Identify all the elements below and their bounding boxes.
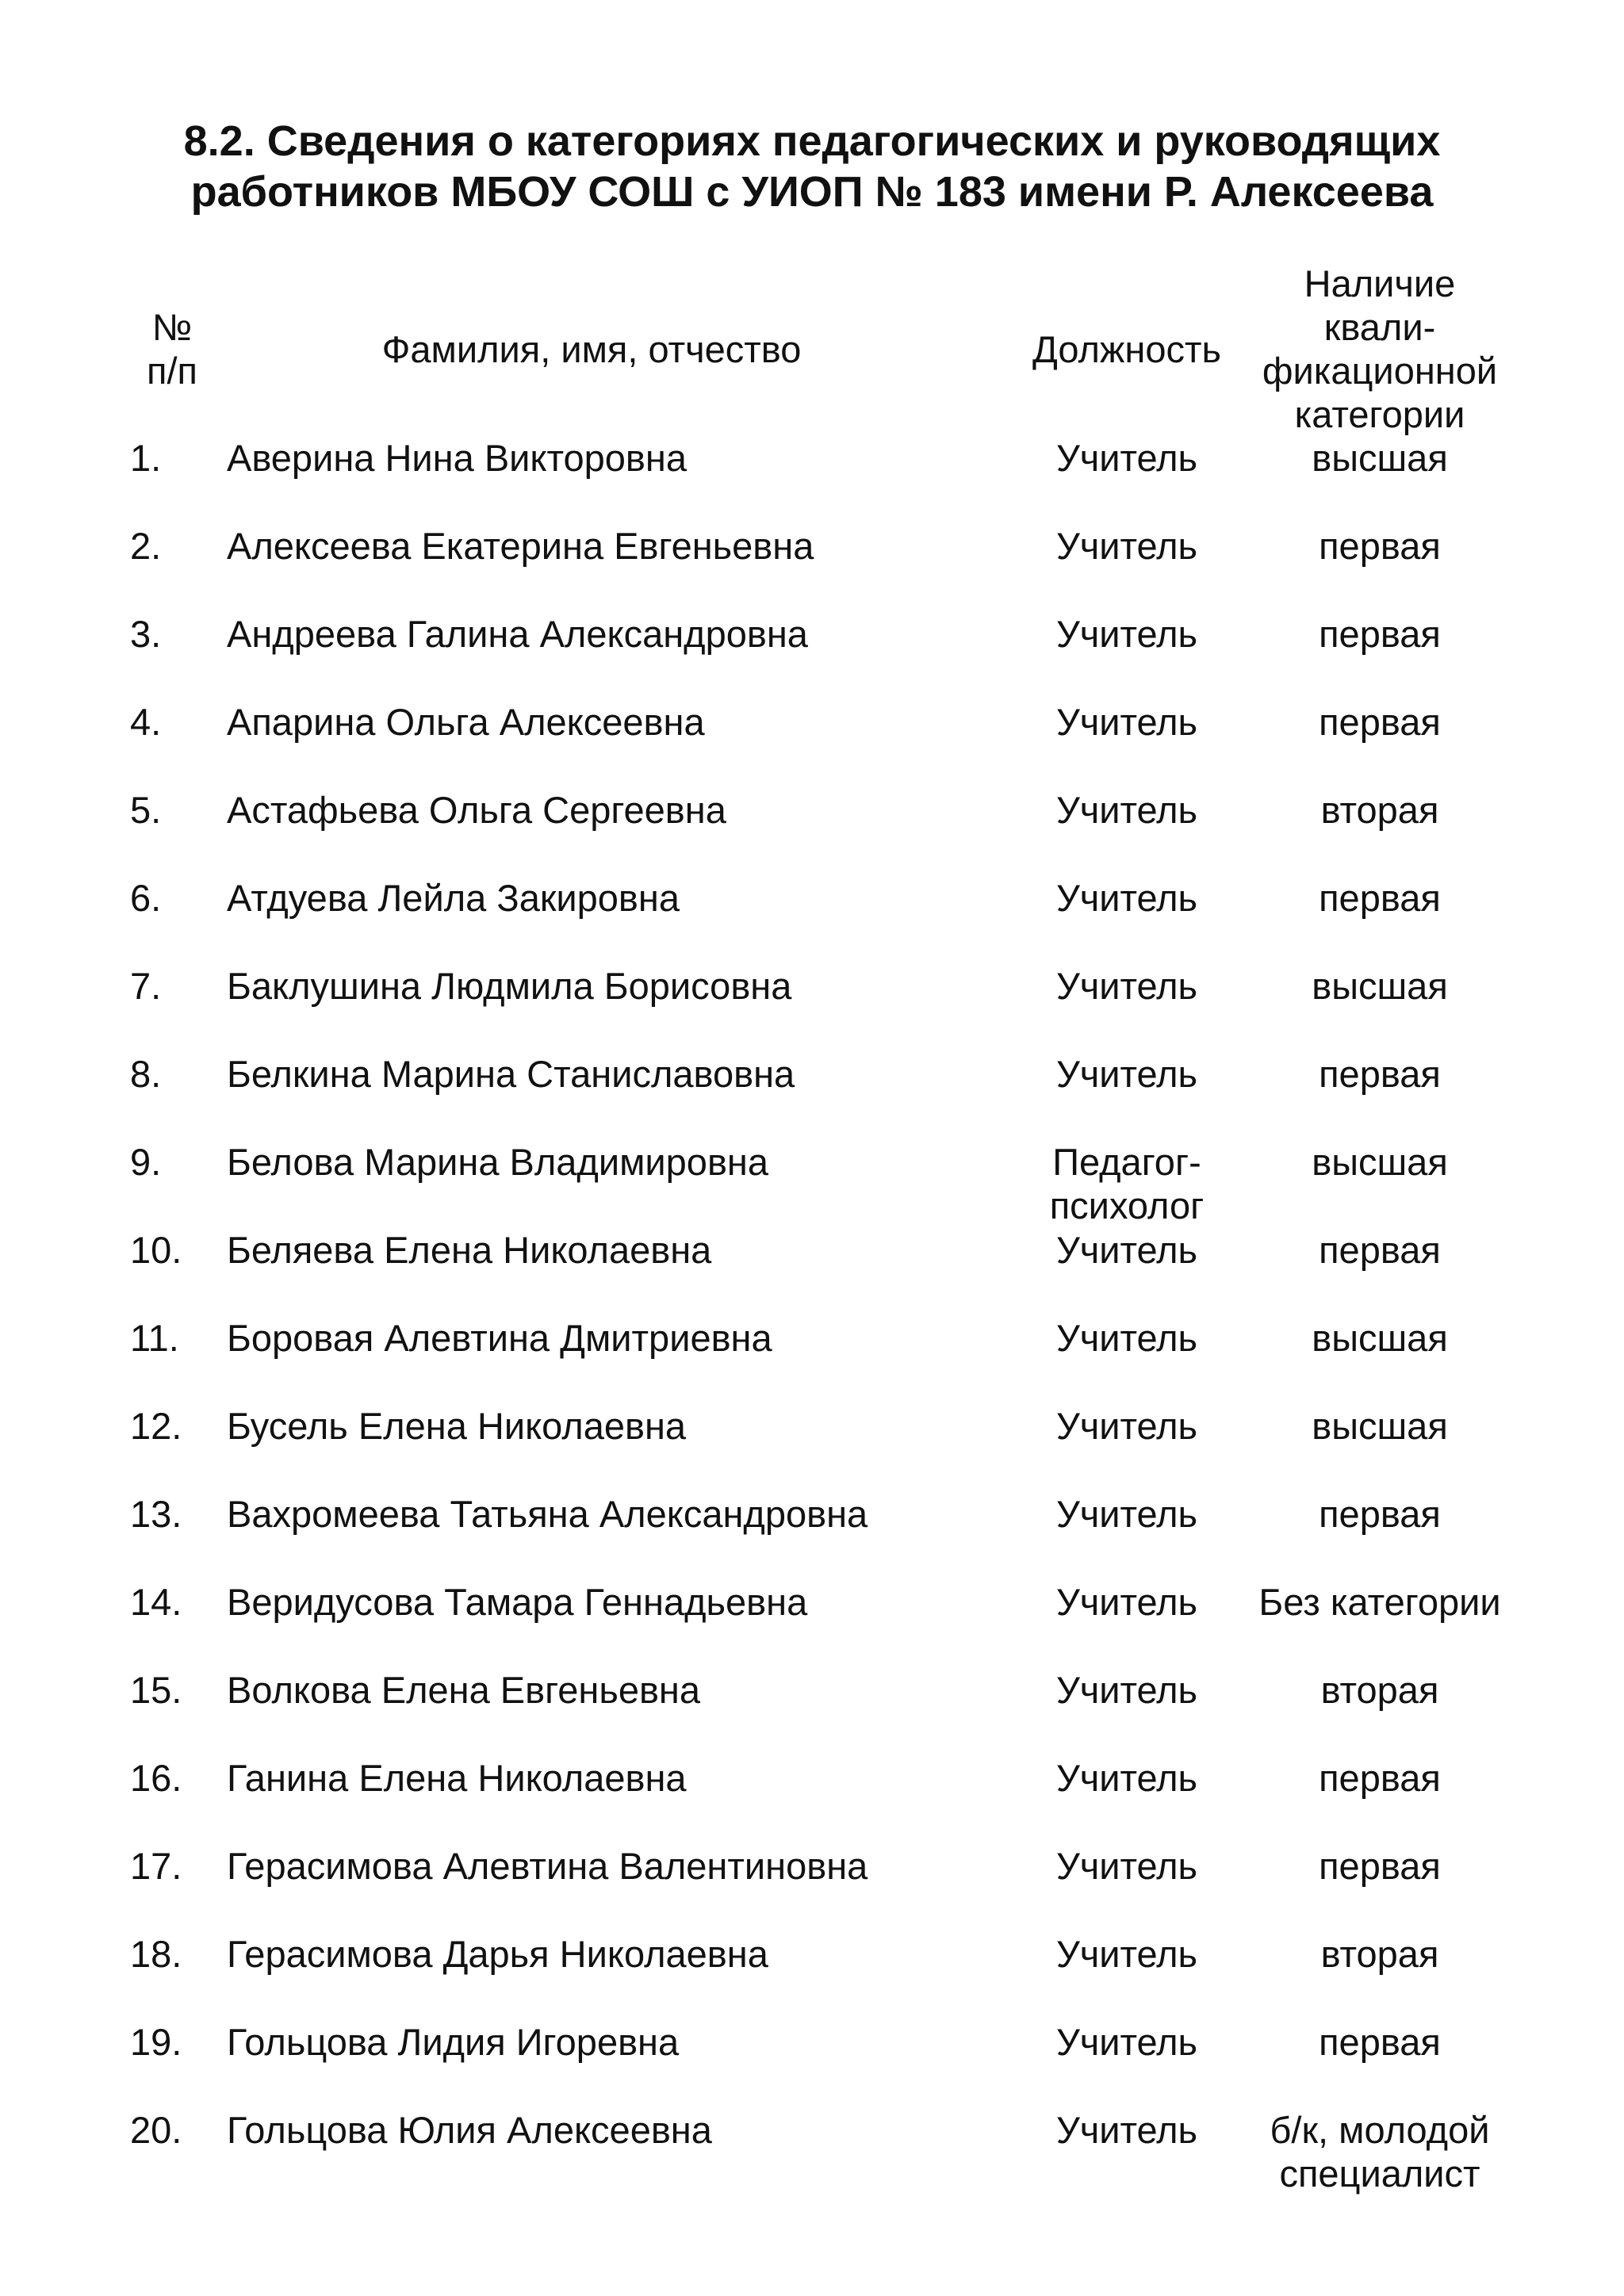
row-number: 4. (130, 701, 162, 743)
row-category: первая (1319, 525, 1441, 567)
row-category: первая (1319, 613, 1441, 655)
column-header-position: Должность (1032, 327, 1221, 370)
row-position: Учитель (1055, 1493, 1198, 1535)
row-full-name: Беляева Елена Николаевна (227, 1229, 712, 1271)
row-full-name: Бусель Елена Николаевна (227, 1405, 687, 1447)
row-number: 14. (130, 1581, 182, 1623)
table-row (130, 1052, 1510, 1140)
row-number: 7. (130, 965, 162, 1007)
column-header-category-line-3: категории (1294, 393, 1465, 435)
row-number: 5. (130, 789, 162, 831)
row-category: высшая (1312, 1405, 1448, 1447)
row-position: Учитель (1055, 525, 1198, 567)
table-row (130, 1932, 1510, 2020)
row-full-name: Гольцова Лидия Игоревна (227, 2021, 680, 2063)
row-category: первая (1319, 701, 1441, 743)
row-category: первая (1319, 877, 1441, 919)
row-position: Учитель (1055, 1581, 1198, 1623)
row-full-name: Гольцова Юлия Алексеевна (227, 2109, 712, 2151)
row-full-name: Белкина Марина Станиславовна (227, 1053, 795, 1095)
row-position: Учитель (1055, 2021, 1198, 2063)
row-number: 6. (130, 877, 162, 919)
table-row (130, 612, 1510, 700)
table-row (130, 436, 1510, 524)
row-number: 12. (130, 1405, 182, 1447)
column-header-number (130, 262, 227, 436)
row-position: Учитель (1055, 1757, 1198, 1799)
row-category: вторая (1320, 1933, 1439, 1975)
row-full-name: Астафьева Ольга Сергеевна (227, 789, 726, 831)
table-header-row (130, 262, 1510, 436)
row-category: первая (1319, 1757, 1441, 1799)
row-full-name: Белова Марина Владимировна (227, 1141, 769, 1183)
row-full-name: Ганина Елена Николаевна (227, 1757, 687, 1799)
row-full-name: Веридусова Тамара Геннадьевна (227, 1581, 808, 1623)
row-position: Учитель (1055, 1317, 1198, 1359)
row-number: 1. (130, 437, 162, 479)
table-row (130, 1404, 1510, 1492)
row-category: Без категории (1258, 1581, 1501, 1623)
table-row (130, 1492, 1510, 1580)
table-row (130, 524, 1510, 612)
row-position: Учитель (1055, 613, 1198, 655)
column-header-number-line-2: п/п (147, 350, 197, 392)
table-row (130, 1316, 1510, 1404)
row-category: первая (1319, 1493, 1441, 1535)
row-full-name: Атдуева Лейла Закировна (227, 877, 680, 919)
row-category: первая (1319, 1845, 1441, 1887)
row-number: 11. (130, 1317, 179, 1359)
column-header-full-name: Фамилия, имя, отчество (381, 327, 802, 370)
row-number: 20. (130, 2109, 182, 2151)
row-full-name: Боровая Алевтина Дмитриевна (227, 1317, 772, 1359)
column-header-category-line-1: Наличие квали- (1304, 262, 1456, 348)
table-row (130, 1140, 1510, 1228)
row-category: первая (1319, 1053, 1441, 1095)
row-position: Учитель (1055, 1845, 1198, 1887)
row-position: Педагог-психолог (1049, 1141, 1205, 1226)
page-title-line-2: работников МБОУ СОШ с УИОП № 183 имени Р. Алексеева (190, 168, 1434, 216)
row-number: 15. (130, 1669, 182, 1711)
row-category: высшая (1312, 1317, 1448, 1359)
row-full-name: Герасимова Алевтина Валентиновна (227, 1845, 868, 1887)
table-body (130, 436, 1510, 2196)
row-category: б/к, молодой специалист (1270, 2109, 1490, 2195)
column-header-number-line-1: № (151, 306, 193, 348)
column-header-category-line-2: фикационной (1262, 350, 1498, 392)
row-full-name: Андреева Галина Александровна (227, 613, 808, 655)
row-number: 2. (130, 525, 162, 567)
table-row (130, 964, 1510, 1052)
page-title (111, 116, 1513, 217)
table-row (130, 700, 1510, 788)
row-number: 19. (130, 2021, 182, 2063)
row-number: 18. (130, 1933, 182, 1975)
row-number: 9. (130, 1141, 162, 1183)
table-row (130, 876, 1510, 964)
row-position: Учитель (1055, 965, 1198, 1007)
column-header-category (1250, 262, 1510, 436)
row-number: 13. (130, 1493, 182, 1535)
row-category: высшая (1312, 437, 1448, 479)
table-row (130, 1668, 1510, 1756)
row-number: 3. (130, 613, 162, 655)
row-full-name: Апарина Ольга Алексеевна (227, 701, 705, 743)
row-category: высшая (1312, 965, 1448, 1007)
page-title-line-1: 8.2. Сведения о категориях педагогических и руководящих (183, 117, 1441, 165)
row-position: Учитель (1055, 1053, 1198, 1095)
row-position: Учитель (1055, 1933, 1198, 1975)
table-row (130, 1844, 1510, 1932)
row-position: Учитель (1055, 789, 1198, 831)
table-row (130, 2108, 1510, 2196)
row-position: Учитель (1055, 877, 1198, 919)
staff-category-table (130, 262, 1510, 2196)
row-number: 10. (130, 1229, 182, 1271)
row-category: вторая (1320, 789, 1439, 831)
row-category: первая (1319, 2021, 1441, 2063)
row-full-name: Алексеева Екатерина Евгеньевна (227, 525, 814, 567)
row-full-name: Баклушина Людмила Борисовна (227, 965, 792, 1007)
row-full-name: Аверина Нина Викторовна (227, 437, 687, 479)
row-full-name: Герасимова Дарья Николаевна (227, 1933, 768, 1975)
table-row (130, 1580, 1510, 1668)
row-position: Учитель (1055, 1405, 1198, 1447)
table-row (130, 1228, 1510, 1316)
row-category: высшая (1312, 1141, 1448, 1183)
table-header (130, 262, 1510, 436)
row-number: 8. (130, 1053, 162, 1095)
row-position: Учитель (1055, 437, 1198, 479)
table-row (130, 788, 1510, 876)
row-category: вторая (1320, 1669, 1439, 1711)
table-row (130, 1756, 1510, 1844)
row-position: Учитель (1055, 2109, 1198, 2151)
row-position: Учитель (1055, 1229, 1198, 1271)
row-full-name: Волкова Елена Евгеньевна (227, 1669, 701, 1711)
row-number: 16. (130, 1757, 182, 1799)
row-category: первая (1319, 1229, 1441, 1271)
table-row (130, 2020, 1510, 2108)
row-number: 17. (130, 1845, 182, 1887)
row-full-name: Вахромеева Татьяна Александровна (227, 1493, 868, 1535)
row-position: Учитель (1055, 1669, 1198, 1711)
row-position: Учитель (1055, 701, 1198, 743)
